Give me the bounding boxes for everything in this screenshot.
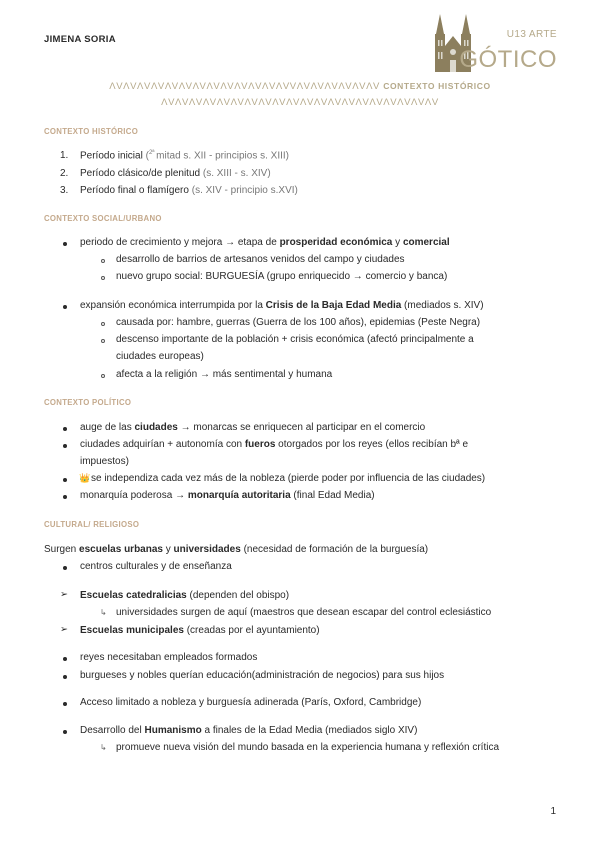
list-item: monarquía poderosa → monarquía autoritaria (final Edad Media) [80, 490, 375, 501]
list-item: descenso importante de la población + crisis económica (afectó principalmente a [116, 334, 474, 345]
list-item: periodo de crecimiento y mejora → etapa de prosperidad económica y comercial [80, 237, 450, 248]
list-item: Escuelas municipales (creadas por el ayuntamiento) [80, 625, 320, 636]
list-item: impuestos) [80, 456, 129, 467]
bullet-dot [63, 478, 67, 482]
bullet-dot [63, 427, 67, 431]
zigzag-pattern: ΛVΛVΛVΛVΛVΛVΛVΛVΛVΛVΛVΛVΛVVΛVΛVΛVΛVΛVΛV [109, 81, 384, 92]
bullet-dot [63, 305, 67, 309]
bullet-dot [63, 702, 67, 706]
section-heading-cultural: CULTURAL/ RELIGIOSO [44, 520, 140, 529]
list-number: 1. [60, 150, 69, 161]
list-number: 3. [60, 185, 69, 196]
list-item: causada por: hambre, guerras (Guerra de los 100 años), epidemias (Peste Negra) [116, 317, 481, 328]
list-item: Período inicial ($^{2ª}$ mitad s. XII - principios s. XIII) [80, 150, 289, 162]
list-item: nuevo grupo social: BURGUESÍA (grupo enriquecido → comercio y banca) [116, 271, 448, 282]
list-item: se independiza cada vez más de la nobleza (pierde poder por influencia de las ciudades) [91, 473, 486, 484]
page-number: 1 [550, 806, 556, 817]
section-heading-politico: CONTEXTO POLÍTICO [44, 398, 132, 407]
list-item: reyes necesitaban empleados formados [80, 652, 258, 663]
bullet-ring [101, 322, 105, 326]
unit-label: U13 ARTE [506, 29, 557, 40]
list-item: ciudades adquirían + autonomía con fueros otorgados por los reyes (ellos recibían bª e [80, 439, 469, 450]
bullet-ring [101, 339, 105, 343]
bullet-dot [63, 444, 67, 448]
list-item: promueve nueva visión del mundo basada en la experiencia humana y reflexión crítica [116, 742, 500, 753]
zigzag-line-2: ΛVΛVΛVΛVΛVΛVΛVΛVΛVΛVΛVΛVΛVΛVΛVΛVΛVΛVΛVΛV [161, 97, 439, 108]
hook-arrow-icon: ↳ [100, 743, 107, 752]
list-item: Período clásico/de plenitud (s. XIII - s. XIV) [80, 168, 271, 179]
list-item: expansión económica interrumpida por la Crisis de la Baja Edad Media (mediados s. XIV) [80, 300, 484, 311]
list-item: ciudades europeas) [116, 351, 204, 362]
section-heading-social: CONTEXTO SOCIAL/URBANO [44, 214, 162, 223]
zigzag-label: CONTEXTO HISTÓRICO [383, 81, 491, 91]
list-item: burgueses y nobles querían educación(administración de negocios) para sus hijos [80, 670, 445, 681]
list-item: auge de las ciudades → monarcas se enriquecen al participar en el comercio [80, 422, 426, 433]
list-item: Desarrollo del Humanismo a finales de la Edad Media (mediados siglo XIV) [80, 725, 418, 736]
zigzag-line-1 [0, 81, 600, 92]
bullet-dot [63, 730, 67, 734]
arrow-bullet-icon: ➢ [60, 589, 68, 600]
list-item: centros culturales y de enseñanza [80, 561, 232, 572]
bullet-dot [63, 242, 67, 246]
paragraph: Surgen escuelas urbanas y universidades (necesidad de formación de la burguesía) [44, 544, 429, 555]
author-name: JIMENA SORIA [44, 34, 116, 45]
arrow-bullet-icon: ➢ [60, 624, 68, 635]
list-item: Escuelas catedralicias (dependen del obispo) [80, 590, 290, 601]
section-heading-historico: CONTEXTO HISTÓRICO [44, 127, 139, 136]
bullet-ring [101, 374, 105, 378]
bullet-dot [63, 675, 67, 679]
bullet-dot [63, 657, 67, 661]
list-item: afecta a la religión → más sentimental y humana [116, 369, 333, 380]
bullet-dot [63, 495, 67, 499]
bullet-ring [101, 276, 105, 280]
list-item: desarrollo de barrios de artesanos venidos del campo y ciudades [116, 254, 405, 265]
list-number: 2. [60, 168, 69, 179]
list-item: Período final o flamígero (s. XIV - principio s.XVI) [80, 185, 298, 196]
page-title: GÓTICO [459, 46, 557, 73]
bullet-dot [63, 566, 67, 570]
list-item: universidades surgen de aquí (maestros que desean escapar del control eclesiástico [116, 607, 492, 618]
hook-arrow-icon: ↳ [100, 608, 107, 617]
bullet-ring [101, 259, 105, 263]
crown-icon: 👑 [79, 473, 91, 483]
list-item: Acceso limitado a nobleza y burguesía adinerada (París, Oxford, Cambridge) [80, 697, 422, 708]
